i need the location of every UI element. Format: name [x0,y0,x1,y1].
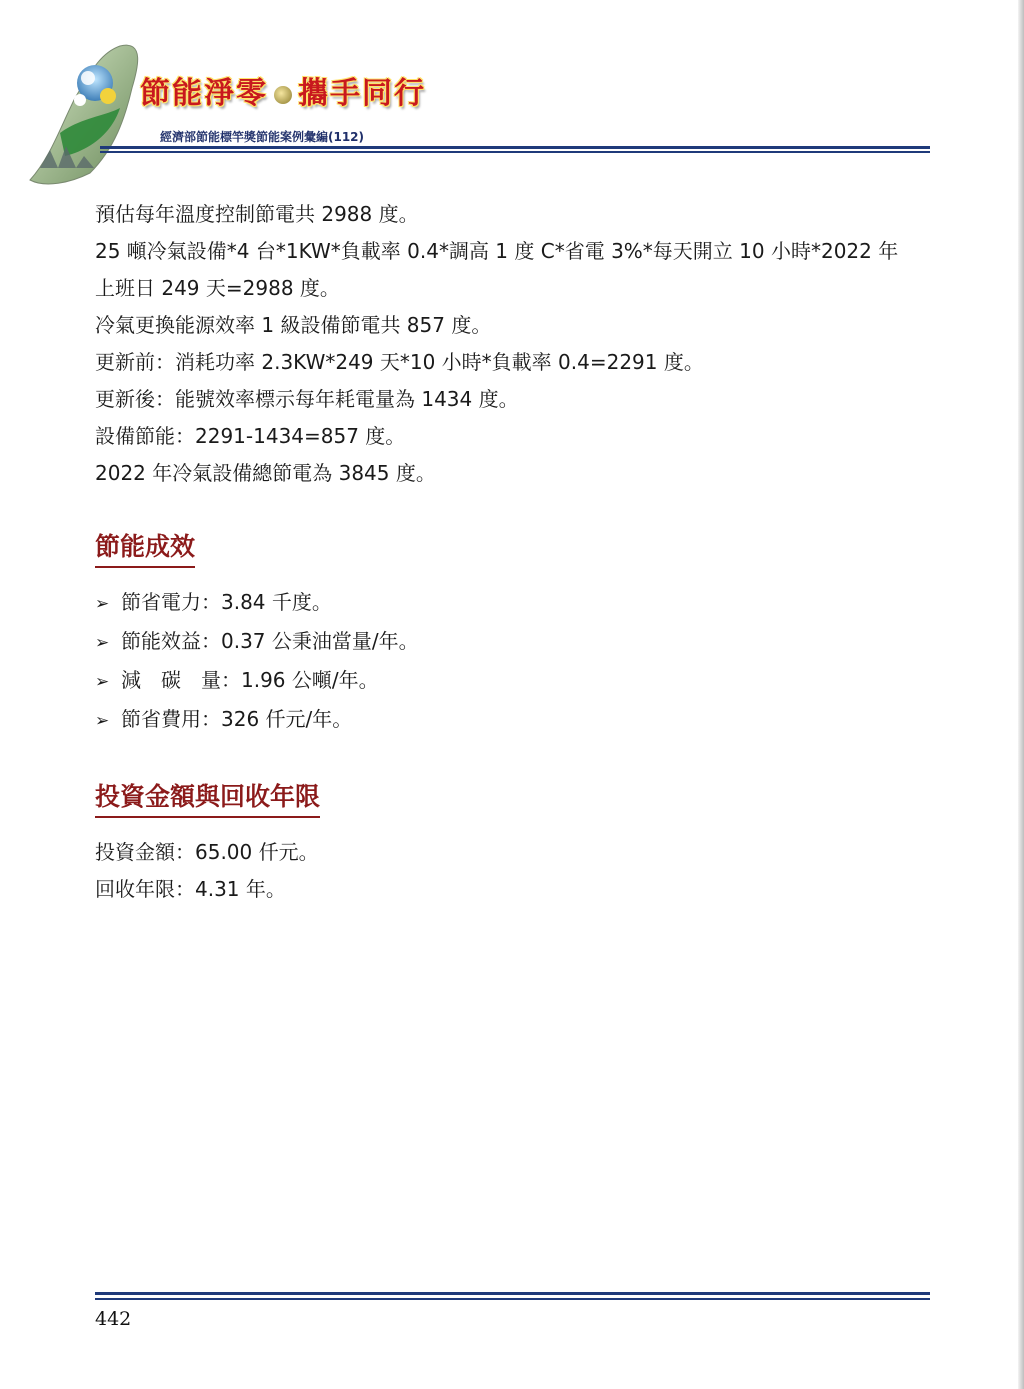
header-title [140,68,426,112]
emblem-icon [274,86,292,104]
list-item: ➢ 節能效益：0.37 公秉油當量/年。 [95,623,935,662]
investment-amount: 投資金額：65.00 仟元。 [95,840,319,864]
body-paragraph: 25 噸冷氣設備*4 台*1KW*負載率 0.4*調高 1 度 C*省電 3%*每天開立 10 小時*2022 年 [95,239,899,263]
list-item: ➢ 減 碳 量：1.96 公噸/年。 [95,662,935,701]
taiwan-leaf-logo-icon [20,38,210,188]
body-paragraph: 預估每年溫度控制節電共 2988 度。 [95,202,419,226]
body-paragraph: 冷氣更換能源效率 1 級設備節電共 857 度。 [95,313,492,337]
header-rule [100,146,930,153]
header-title-left: 節能淨零 [140,76,268,111]
header-title-right: 攜手同行 [298,76,426,111]
arrow-bullet-icon: ➢ [95,711,110,731]
body-paragraph: 2022 年冷氣設備總節電為 3845 度。 [95,461,436,485]
page-number: 442 [95,1308,132,1330]
body-paragraph: 設備節能：2291-1434=857 度。 [95,424,406,448]
page-header [0,0,1024,190]
section-heading-results: 節能成效 [95,530,195,568]
body-paragraph: 更新前：消耗功率 2.3KW*249 天*10 小時*負載率 0.4=2291 度。 [95,350,704,374]
body-paragraph: 更新後：能號效率標示每年耗電量為 1434 度。 [95,387,519,411]
arrow-bullet-icon: ➢ [95,594,110,614]
results-list [95,584,935,740]
page-content [95,196,935,908]
arrow-bullet-icon: ➢ [95,633,110,653]
section-heading-investment: 投資金額與回收年限 [95,780,320,818]
payback-period: 回收年限：4.31 年。 [95,877,286,901]
body-paragraph: 上班日 249 天=2988 度。 [95,276,340,300]
footer-rule [95,1292,930,1300]
arrow-bullet-icon: ➢ [95,672,110,692]
list-item: ➢ 節省電力：3.84 千度。 [95,584,935,623]
header-subtitle: 經濟部節能標竿獎節能案例彙編(112) [160,130,365,144]
list-item: ➢ 節省費用：326 仟元/年。 [95,701,935,740]
page-edge-shadow [1018,0,1024,1389]
